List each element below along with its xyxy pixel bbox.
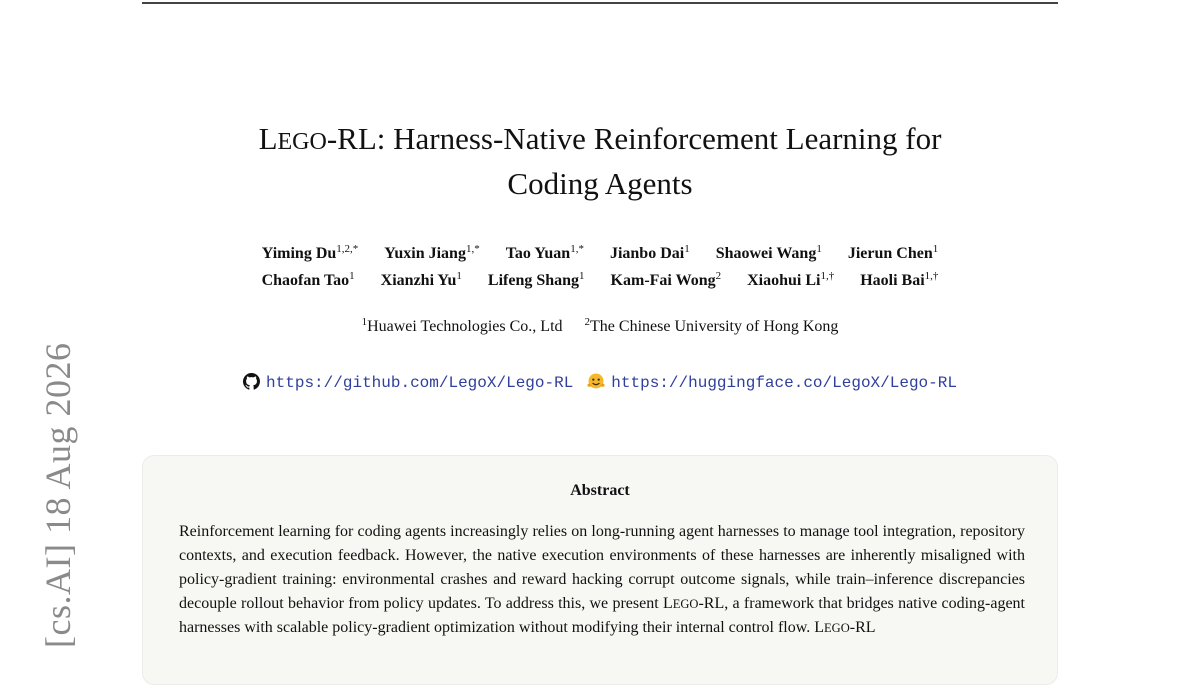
huggingface-icon [587,373,605,395]
affiliation-mark: 1 [361,316,368,328]
title-line-1 [142,118,1058,163]
author: Xiaohui $Li^{1,\dagger}$ [747,270,835,289]
author-list [142,238,1058,292]
affiliations [142,316,1058,336]
top-rule [142,2,1058,4]
author: Yiming $Du^{1,2,*}$ [261,243,359,262]
author: Lifeng Shang$^1$ [487,270,585,289]
author: Tao Yuan$^{1,*}$ [505,243,584,262]
paper-title [142,118,1058,205]
title-line-2: Coding Agents [507,166,693,201]
author: Chaofan Tao$^1$ [261,270,355,289]
author: Xianzhi Yu$^1$ [380,270,462,289]
author-row-2 [142,265,1058,292]
title-rest: -RL: Harness-Native Reinforcement Learning for [326,121,942,156]
title-smallcaps: EGO [277,129,327,155]
author: Yuxin Jiang$^{1,*}$ [384,243,480,262]
title-initial: L [258,121,278,156]
github-icon [243,373,260,395]
author-row-1 [142,238,1058,265]
affiliation-1: Huawei Technologies Co., Ltd [367,318,563,335]
abstract-heading: Abstract [570,482,630,499]
abstract-text: Reinforcement learning for coding agents increasingly relies on long-running agent harnesses to manage tool integration, repository contexts, and execution feedback. However, the native execution environments of these harnesses are inherently misaligned with policy-gradient training: environmental crashes and reward hacking corrupt outcome signals, while train–inference discrepancies decouple rollout behavior from policy updates. To address this, we present LEGO-RL, a framework that bridges native coding-agent harnesses with scalable policy-gradient optimization without modifying their internal control flow. LEGO-RL [179,523,1025,636]
author: Kam-Fai Wong$^2$ [610,270,722,289]
project-links [142,373,1058,395]
huggingface-link[interactable]: https://huggingface.co/LegoX/Lego-RL [611,374,957,392]
arxiv-stamp: [cs.AI] 18 Aug 2026 [38,342,78,648]
affiliation-2: The Chinese University of Hong Kong [590,318,839,335]
affiliation-mark: 2 [584,316,591,328]
author: Shaowei Wang$^1$ [715,243,822,262]
author: Jierun Chen$^1$ [847,243,939,262]
github-link[interactable]: https://github.com/LegoX/Lego-RL [266,374,574,392]
author: Jianbo Dai$^1$ [609,243,690,262]
abstract-box [142,455,1058,685]
author: Haoli Bai$^{1,\dagger}$ [860,270,939,289]
